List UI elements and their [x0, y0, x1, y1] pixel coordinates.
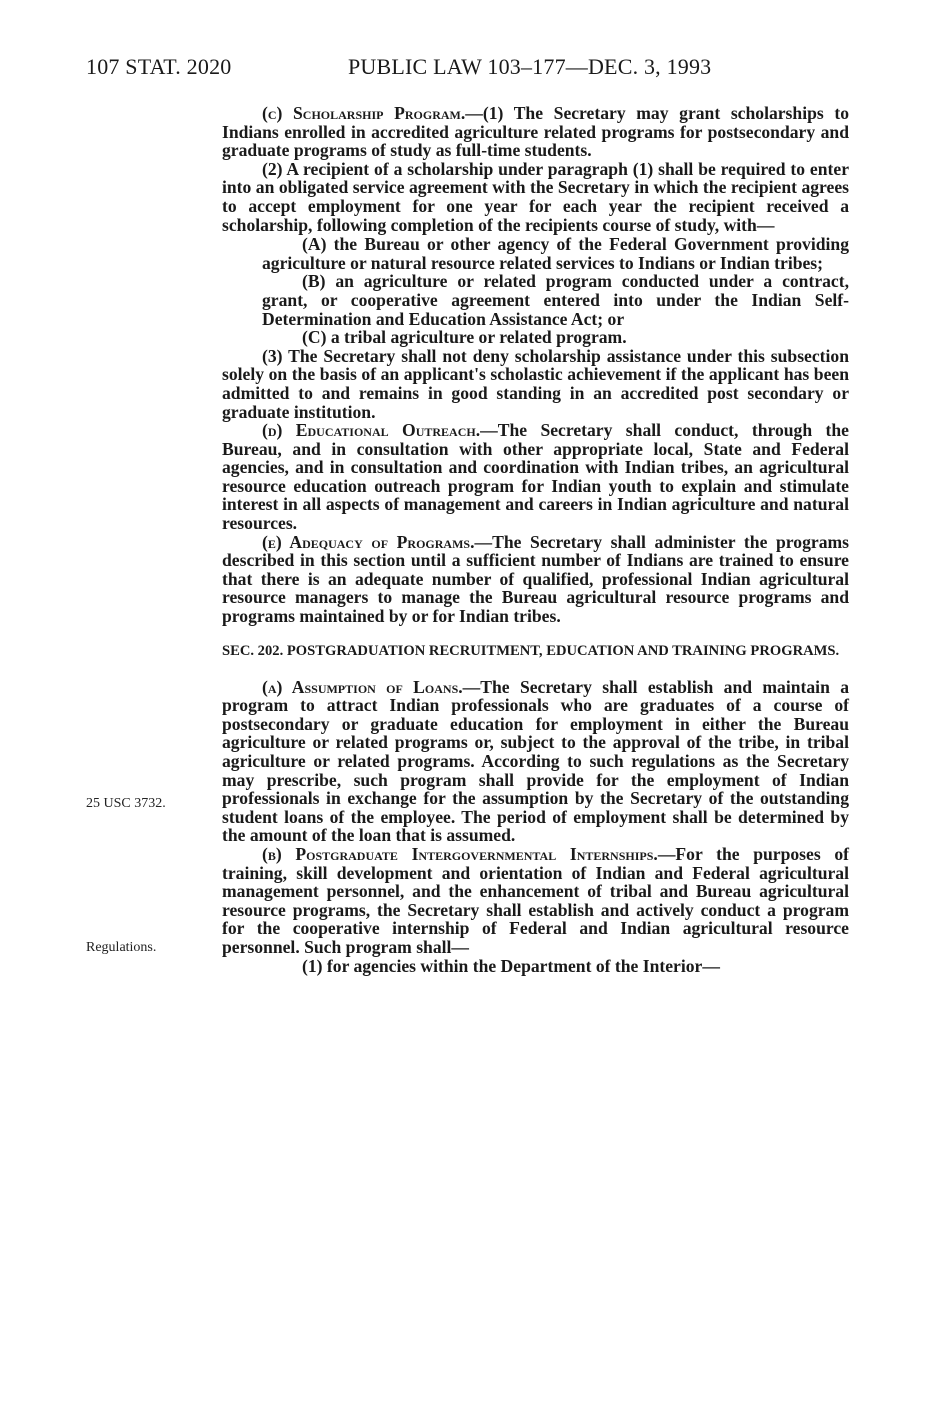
paragraph-c1	[222, 104, 849, 160]
subsection-b-text: —For the purposes of training, skill development and orientation of Indian and Federal agricultural management personnel, and the enhancement of tribal and Bureau agricultural resource programs, the Secretary shall establish and actively conduct a program for the cooperative internship of Federal and Indian agricultural resource personnel. Such program shall—	[222, 843, 849, 957]
subsection-c1-text: —(1) The Secretary may grant scholarships to Indians enrolled in accredited agriculture related programs for postsecondary and graduate programs of study as full-time students.	[222, 103, 850, 161]
subsection-d-text: —The Secretary shall conduct, through the Bureau, and in consultation with other appropriate local, State and Federal agencies, and in consultation and coordination with Indian tribes, an agricultural resource education outreach program for Indian youth to explain and stimulate interest in all aspects of management and careers in Indian agriculture and natural resources.	[222, 420, 849, 534]
paragraph-e	[222, 533, 849, 626]
subsection-b-heading: (b) Postgraduate Intergovernmental Internships.	[262, 843, 658, 864]
section-202-heading	[222, 642, 849, 660]
subsection-e-heading: (e) Adequacy of Programs.	[262, 531, 475, 552]
clause-c2a: (A) the Bureau or other agency of the Federal Government providing agriculture or natural resource related services to Indians or Indian tribes;	[262, 234, 849, 273]
subsection-a-text: —The Secretary shall establish and maintain a program to attract Indian professionals who are graduates of a course of postsecondary or graduate education for employment in either the Bureau agriculture or related programs or, subject to the approval of the tribe, in tribal agriculture or related programs. According to such regulations as the Secretary may prescribe, such program shall provide for the employment of Indian professionals in exchange for the assumption by the Secretary of the outstanding student loans of the employee. The period of employment shall be determined by the amount of the loan that is assumed.	[222, 676, 850, 846]
paragraph-b1: (1) for agencies within the Department of the Interior—	[302, 955, 720, 976]
paragraph-d	[222, 421, 849, 533]
paragraph-b	[222, 845, 849, 957]
paragraph-c2: (2) A recipient of a scholarship under paragraph (1) shall be required to enter into an obligated service agreement with the Secretary in which the recipient agrees to accept employment for one year for each year the recipient received a scholarship, following completion of the recipients course of study, with—	[222, 158, 849, 235]
subsection-e-text: —The Secretary shall administer the programs described in this section until a sufficient number of Indians are trained to ensure that there is an adequate number of qualified, professional Indian agricultural resource managers to manage the Bureau agricultural resource programs and programs maintained by or for Indian tribes.	[222, 531, 849, 627]
body-text	[222, 104, 849, 975]
paragraph-a	[222, 678, 849, 845]
regulations-margin-note: Regulations.	[86, 940, 157, 955]
clause-c2b: (B) an agriculture or related program conducted under a contract, grant, or cooperative agreement entered into under the Indian Self-Determination and Education Assistance Act; or	[262, 271, 849, 329]
subsection-c-heading: (c) Scholarship Program.	[262, 103, 466, 123]
statute-page-citation: 107 STAT. 2020	[86, 54, 232, 79]
paragraph-c3: (3) The Secretary shall not deny scholarship assistance under this subsection solely on the basis of an applicant's scholastic achievement if the applicant has been admitted to and remains in good standing in an accredited post secondary or graduate institution.	[222, 345, 849, 422]
usc-margin-note: 25 USC 3732.	[86, 796, 166, 811]
section-202-title: SEC. 202. POSTGRADUATION RECRUITMENT, EDUCATION AND TRAINING PROGRAMS.	[222, 642, 840, 659]
running-header: PUBLIC LAW 103–177—DEC. 3, 1993	[348, 54, 712, 79]
clause-c2c: (C) a tribal agriculture or related program.	[302, 327, 627, 348]
subsection-a-heading: (a) Assumption of Loans.	[262, 676, 463, 697]
subsection-d-heading: (d) Educational Outreach.	[262, 420, 481, 441]
